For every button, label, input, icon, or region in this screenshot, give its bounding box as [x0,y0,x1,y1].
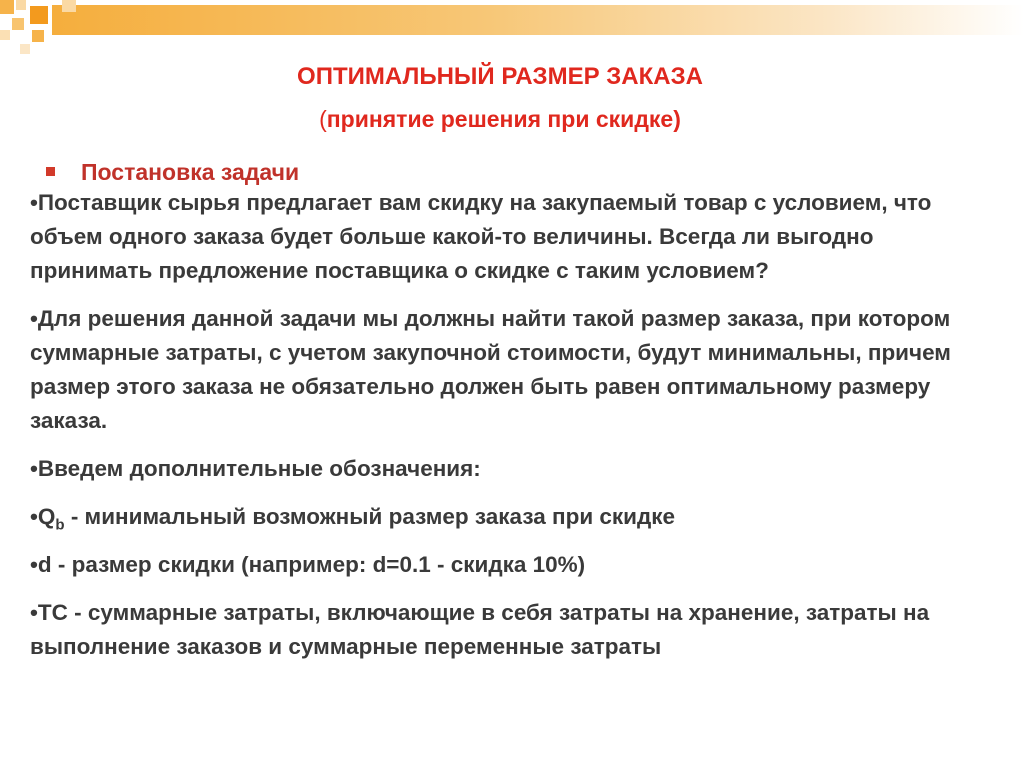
bullet-paragraph: •Поставщик сырья предлагает вам скидку на закупаемый товар с условием, что объем одного заказа будет больше какой-то величины. Всегда ли выгодно принимать предложение поставщика о скидке с таким условием? [30,190,932,283]
deco-square [12,18,24,30]
deco-square [0,30,10,40]
deco-square [16,0,26,10]
decorative-header [0,0,1024,60]
deco-square [62,0,76,12]
slide-subtitle [0,104,1000,134]
bullet-paragraph: •Для решения данной задачи мы должны найти такой размер заказа, при котором суммарные затраты, с учетом закупочной стоимости, будут минимальны, причем размер этого заказа не обязательно должен быть равен оптимальному размеру заказа. [30,306,951,433]
subtitle-text: принятие решения при скидке) [326,106,681,132]
bullet-square-icon [46,167,55,176]
deco-square [20,44,30,54]
bullet-paragraph: •Введем дополнительные обозначения: [30,456,481,481]
section-heading [46,157,946,187]
subtitle-paren: ( [319,106,327,132]
bullet-paragraph-qb [30,500,990,534]
bullet-paragraph: •TC - суммарные затраты, включающие в себя затраты на хранение, затраты на выполнение заказов и суммарные переменные затраты [30,600,930,659]
header-gradient-bar [52,5,1024,35]
qb-prefix: •Q [30,504,56,529]
slide-body [30,186,990,678]
bullet-paragraph: •d - размер скидки (например: d=0.1 - скидка 10%) [30,552,586,577]
qb-subscript: b [55,516,65,534]
section-heading-label: Постановка задачи [81,159,300,185]
slide-title: ОПТИМАЛЬНЫЙ РАЗМЕР ЗАКАЗА [297,63,703,90]
deco-square [0,0,14,14]
qb-text: - минимальный возможный размер заказа при скидке [64,504,676,529]
deco-square [32,30,44,42]
deco-square [30,6,48,24]
